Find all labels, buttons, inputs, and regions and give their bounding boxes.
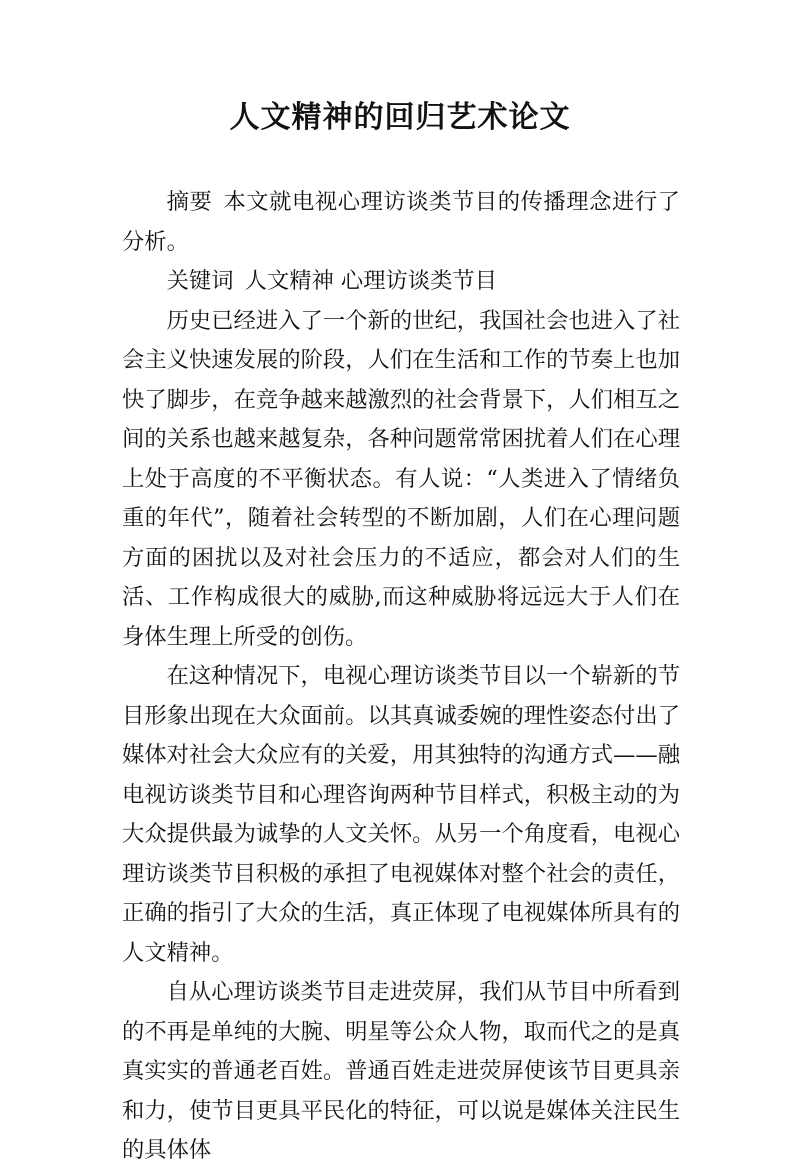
abstract-label: 摘要 bbox=[166, 189, 213, 215]
keywords-label: 关键词 bbox=[166, 268, 234, 294]
document-body bbox=[122, 183, 680, 1171]
keywords-text: 人文精神 心理访谈类节目 bbox=[244, 268, 497, 294]
abstract-text: 本文就电视心理访谈类节目的传播理念进行了分析。 bbox=[122, 189, 680, 255]
body-paragraph-3: 自从心理访谈类节目走进荧屏，我们从节目中所看到的不再是单纯的大腕、明星等公众人物，取而代之的是真真实实的普通老百姓。普通百姓走进荧屏使该节目更具亲和力，使节目更具平民化的特征，可以说是媒体关注民生的具体体 bbox=[122, 979, 680, 1163]
body-paragraph-1: 历史已经进入了一个新的世纪，我国社会也进入了社会主义快速发展的阶段，人们在生活和工作的节奏上也加快了脚步，在竞争越来越激烈的社会背景下，人们相互之间的关系也越来越复杂，各种问题常常困扰着人们在心理上处于高度的不平衡状态。有人说：“人类进入了情绪负重的年代”，随着社会转型的不断加剧，人们在心理问题方面的困扰以及对社会压力的不适应，都会对人们的生活、工作构成很大的威胁,而这种威胁将远远大于人们在身体生理上所受的创伤。 bbox=[122, 307, 680, 650]
document-title: 人文精神的回归艺术论文 bbox=[229, 100, 571, 135]
body-paragraph-2: 在这种情况下，电视心理访谈类节目以一个崭新的节目形象出现在大众面前。以其真诚委婉的理性姿态付出了媒体对社会大众应有的关爱，用其独特的沟通方式——融电视访谈类节目和心理咨询两种节目样式，积极主动的为大众提供最为诚挚的人文关怀。从另一个角度看，电视心理访谈类节目积极的承担了电视媒体对整个社会的责任，正确的指引了大众的生活，真正体现了电视媒体所具有的人文精神。 bbox=[122, 663, 680, 966]
keywords-paragraph bbox=[122, 262, 680, 302]
abstract-paragraph bbox=[122, 183, 680, 262]
